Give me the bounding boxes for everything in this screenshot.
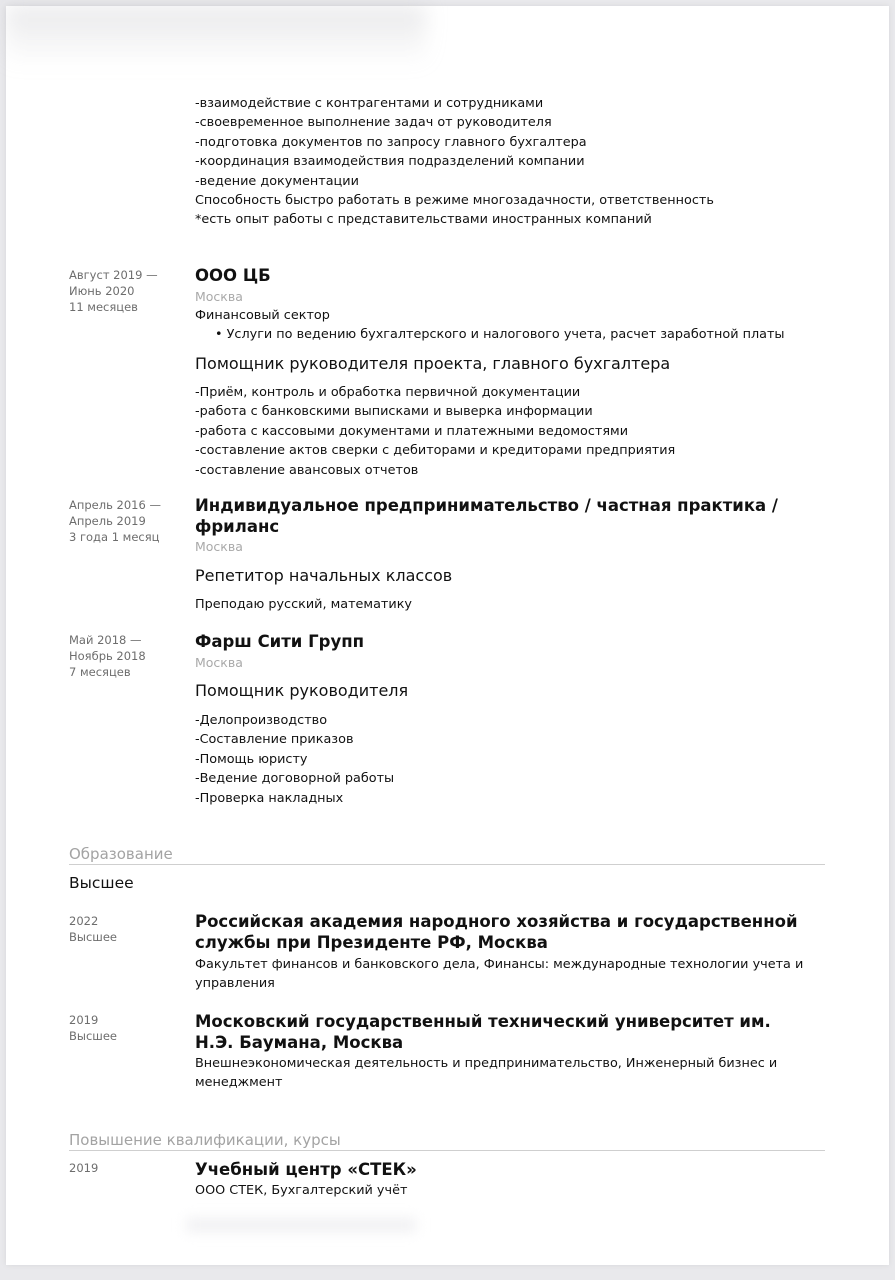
duty-line: -Составление приказов bbox=[195, 732, 354, 748]
job-role: Помощник руководителя проекта, главного бухгалтера bbox=[195, 354, 671, 373]
institution-name: Московский государственный технический университет им. Н.Э. Баумана, Москва bbox=[195, 1012, 771, 1052]
duty-line: -Приём, контроль и обработка первичной документации bbox=[195, 385, 581, 400]
period-start: Август 2019 — bbox=[69, 268, 158, 282]
education-item-level: Высшее bbox=[69, 1029, 117, 1044]
company-city: Москва bbox=[195, 655, 243, 670]
institution-details: Внешнеэкономическая деятельность и предпринимательство, Инженерный бизнес и менеджмент bbox=[195, 1056, 778, 1091]
duty-line: -составление актов сверки с дебиторами и кредиторами предприятия bbox=[195, 443, 676, 459]
duty-line: -Проверка накладных bbox=[195, 790, 344, 806]
intro-line: Способность быстро работать в режиме многозадачности, ответственность bbox=[195, 193, 714, 209]
intro-line: -ведение документации bbox=[195, 173, 359, 189]
course-year: 2019 bbox=[69, 1161, 99, 1175]
section-title-education: Образование bbox=[69, 845, 173, 863]
section-divider bbox=[69, 864, 825, 865]
period-end: Апрель 2019 bbox=[69, 514, 146, 529]
period-duration: 3 года 1 месяц bbox=[69, 530, 160, 545]
period-duration: 7 месяцев bbox=[69, 665, 131, 680]
period-start: Апрель 2016 — bbox=[69, 498, 161, 512]
job-duties bbox=[195, 711, 394, 808]
education-level: Высшее bbox=[69, 874, 134, 892]
company-name: Фарш Сити Групп bbox=[195, 632, 364, 651]
company-city: Москва bbox=[195, 539, 243, 554]
duty-line: -работа с кассовыми документами и платежными ведомостями bbox=[195, 423, 629, 439]
job-duties bbox=[195, 383, 675, 480]
duty-line: -работа с банковскими выписками и выверка информации bbox=[195, 404, 593, 420]
education-meta bbox=[69, 1012, 117, 1044]
period-duration: 11 месяцев bbox=[69, 300, 138, 315]
education-year: 2022 bbox=[69, 914, 99, 928]
duty-line: -Ведение договорной работы bbox=[195, 771, 395, 787]
education-meta bbox=[69, 913, 117, 945]
job-role: Репетитор начальных классов bbox=[195, 566, 453, 585]
company-industry: Финансовый сектор bbox=[195, 308, 330, 323]
duty-line: -Помощь юристу bbox=[195, 751, 308, 767]
institution-details: Факультет финансов и банковского дела, Финансы: международные технологии учета и управления bbox=[195, 957, 804, 992]
course-name: Учебный центр «СТЕК» bbox=[195, 1160, 417, 1179]
education-item-level: Высшее bbox=[69, 930, 117, 945]
intro-line: *есть опыт работы с представительствами иностранных компаний bbox=[195, 212, 652, 228]
job-period bbox=[69, 632, 146, 681]
course-meta bbox=[69, 1160, 98, 1176]
blurred-footer bbox=[186, 1218, 416, 1232]
resume-page bbox=[6, 6, 889, 1265]
industry-item: • Услуги по ведению бухгалтерского и налогового учета, расчет заработной платы bbox=[215, 327, 785, 342]
blurred-header bbox=[6, 6, 426, 66]
intro-line: -подготовка документов по запросу главного бухгалтера bbox=[195, 134, 587, 150]
company-name: Индивидуальное предпринимательство / частная практика / фриланс bbox=[195, 496, 778, 536]
institution-name: Российская академия народного хозяйства и государственной службы при Президенте РФ, Москва bbox=[195, 912, 798, 952]
company-name: ООО ЦБ bbox=[195, 266, 271, 285]
job-period bbox=[69, 497, 161, 546]
company-city: Москва bbox=[195, 289, 243, 304]
period-end: Июнь 2020 bbox=[69, 284, 135, 299]
job-role: Помощник руководителя bbox=[195, 681, 409, 700]
education-year: 2019 bbox=[69, 1013, 99, 1027]
section-divider bbox=[69, 1150, 825, 1151]
duty-line: -составление авансовых отчетов bbox=[195, 462, 419, 478]
intro-line: -взаимодействие с контрагентами и сотрудниками bbox=[195, 96, 544, 111]
intro-line: -координация взаимодействия подразделений компании bbox=[195, 154, 585, 170]
period-end: Ноябрь 2018 bbox=[69, 649, 146, 664]
duty-line: Преподаю русский, математику bbox=[195, 597, 413, 612]
duty-line: -Делопроизводство bbox=[195, 713, 328, 728]
job-period bbox=[69, 267, 158, 316]
period-start: Май 2018 — bbox=[69, 633, 142, 647]
course-details: ООО СТЕК, Бухгалтерский учёт bbox=[195, 1183, 408, 1198]
intro-line: -своевременное выполнение задач от руководителя bbox=[195, 115, 552, 131]
intro-duties bbox=[195, 94, 714, 230]
section-title-courses: Повышение квалификации, курсы bbox=[69, 1131, 341, 1149]
